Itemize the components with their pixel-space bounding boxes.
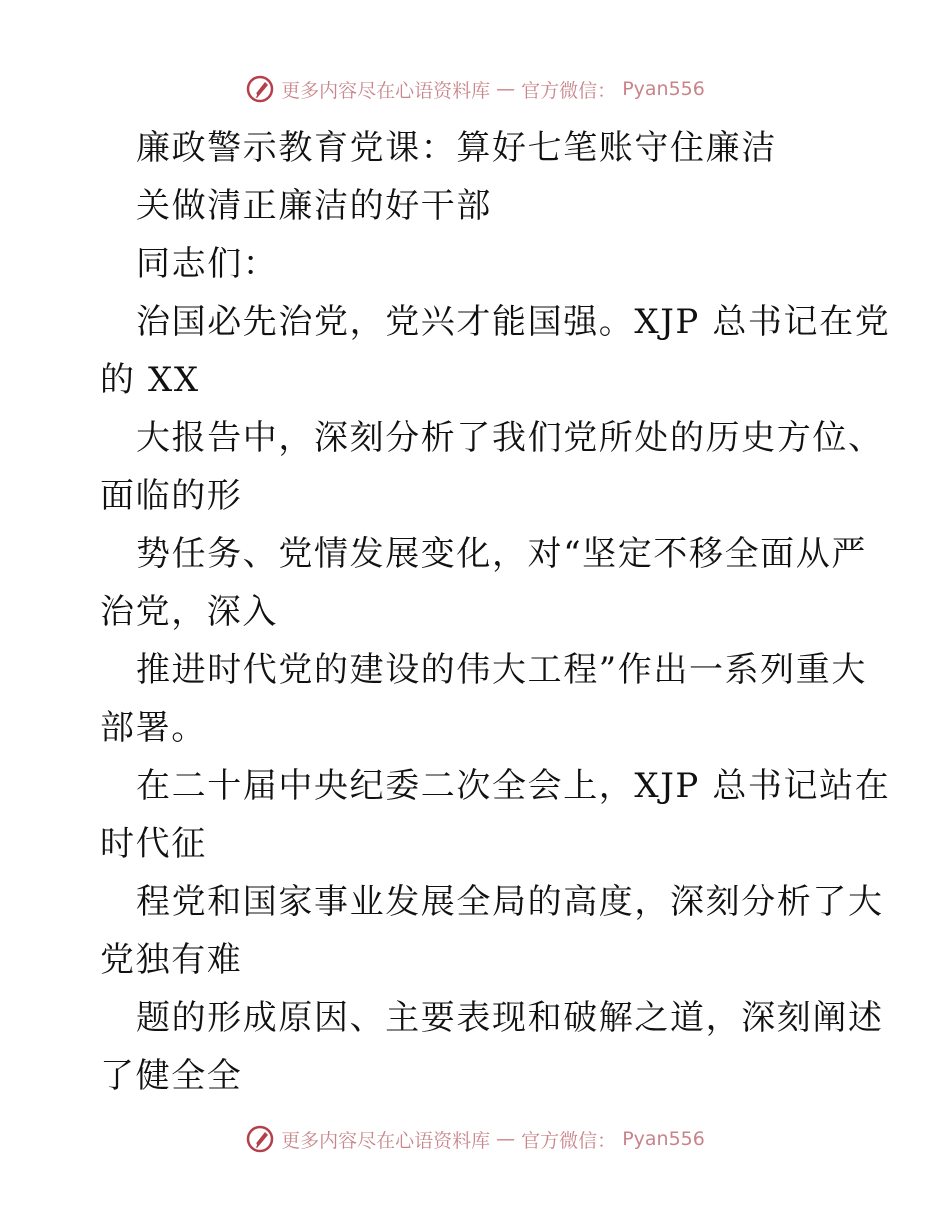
doc-line: 题的形成原因、主要表现和破解之道，深刻阐述 bbox=[136, 998, 884, 1038]
doc-line: 治党，深入 bbox=[100, 592, 278, 632]
doc-line: 党独有难 bbox=[100, 940, 243, 980]
watermark-wechat-id: Pyan556 bbox=[622, 1128, 705, 1150]
watermark-wechat-id: Pyan556 bbox=[622, 78, 705, 100]
watermark-site-text: 更多内容尽在心语资料库 bbox=[281, 79, 491, 102]
quill-logo-icon bbox=[245, 74, 275, 104]
doc-line: 推进时代党的建设的伟大工程”作出一系列重大 bbox=[136, 650, 867, 690]
quill-logo-icon bbox=[245, 1124, 275, 1154]
doc-line: 程党和国家事业发展全局的高度，深刻分析了大 bbox=[136, 882, 884, 922]
doc-line: 在二十届中央纪委二次全会上，XJP 总书记站在 bbox=[136, 766, 891, 806]
watermark-wechat-label: 官方微信： bbox=[521, 79, 617, 102]
watermark-wechat-label: 官方微信： bbox=[521, 1129, 617, 1152]
doc-line: 大报告中，深刻分析了我们党所处的历史方位、 bbox=[136, 418, 884, 458]
footer-watermark bbox=[0, 1122, 950, 1156]
doc-line: 治国必先治党，党兴才能国强。XJP 总书记在党 bbox=[136, 302, 891, 342]
doc-title-line-1: 廉政警示教育党课：算好七笔账守住廉洁 bbox=[136, 128, 777, 168]
doc-line: 了健全全 bbox=[100, 1056, 243, 1096]
doc-line: 时代征 bbox=[100, 824, 207, 864]
watermark-site-text: 更多内容尽在心语资料库 bbox=[281, 1129, 491, 1152]
watermark-dash: — bbox=[496, 1128, 516, 1150]
doc-line: 势任务、党情发展变化，对“坚定不移全面从严 bbox=[136, 534, 867, 574]
watermark-dash: — bbox=[496, 78, 516, 100]
doc-line: 的 XX bbox=[100, 360, 200, 400]
doc-line: 面临的形 bbox=[100, 476, 243, 516]
doc-salutation: 同志们： bbox=[136, 244, 279, 284]
header-watermark bbox=[0, 72, 950, 106]
doc-line: 部署。 bbox=[100, 708, 207, 748]
doc-title-line-2: 关做清正廉洁的好干部 bbox=[136, 186, 492, 226]
